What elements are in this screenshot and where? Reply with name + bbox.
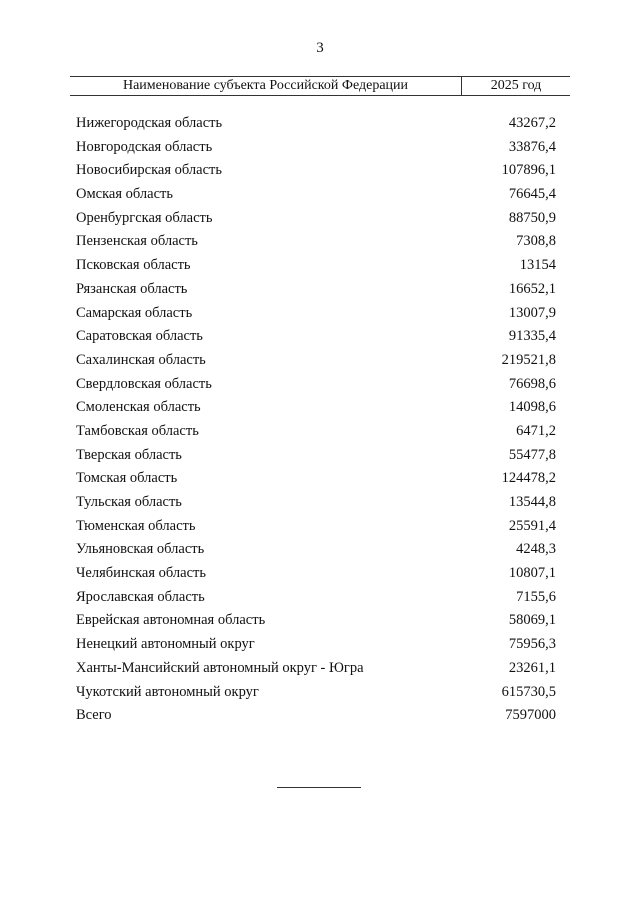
- region-name: Ненецкий автономный округ: [76, 636, 255, 653]
- table-body: [70, 112, 570, 728]
- region-value: 25591,4: [508, 517, 556, 534]
- end-divider: [277, 787, 361, 788]
- region-value: 91335,4: [508, 328, 556, 345]
- table-row: [70, 657, 570, 681]
- table-row: [70, 183, 570, 207]
- table-row: [70, 112, 570, 136]
- region-name: Новосибирская область: [76, 162, 222, 179]
- region-name: Псковская область: [76, 257, 191, 274]
- region-value: 58069,1: [508, 612, 556, 629]
- table-row: [70, 586, 570, 610]
- region-name: Чукотский автономный округ: [76, 683, 259, 700]
- region-name: Свердловская область: [76, 375, 212, 392]
- region-value: 13007,9: [508, 304, 556, 321]
- table-row: [70, 515, 570, 539]
- table-row: [70, 302, 570, 326]
- region-name: Тамбовская область: [76, 422, 199, 439]
- region-value: 6471,2: [516, 422, 556, 439]
- region-name: Пензенская область: [76, 233, 198, 250]
- region-value: 13544,8: [508, 494, 556, 510]
- header-region-name: Наименование субъекта Российской Федерации: [70, 77, 462, 95]
- table-row: [70, 278, 570, 302]
- table-row: [70, 491, 570, 515]
- region-name: Ярославская область: [76, 588, 205, 605]
- region-name: Томская область: [76, 470, 178, 487]
- region-name: Самарская область: [76, 304, 193, 321]
- table-row: [70, 444, 570, 468]
- region-name: Омская область: [76, 186, 173, 203]
- table-row: [70, 467, 570, 491]
- table-row: [70, 325, 570, 349]
- region-name: Рязанская область: [76, 280, 188, 297]
- table-row: [70, 159, 570, 183]
- table-row: [70, 609, 570, 633]
- region-value: 4248,3: [516, 541, 556, 558]
- region-value: 219521,8: [501, 351, 556, 368]
- region-value: 88750,9: [508, 209, 556, 226]
- region-value: 75956,3: [508, 636, 556, 653]
- allocation-table: [70, 76, 570, 728]
- region-name: Тверская область: [76, 446, 182, 463]
- region-name: Еврейская автономная область: [76, 612, 266, 629]
- region-value: 107896,1: [501, 162, 556, 179]
- region-name: Ханты-Мансийский автономный округ - Югра: [76, 659, 364, 676]
- region-name: Тюменская область: [76, 517, 196, 534]
- table-row: [70, 373, 570, 397]
- region-value: 7597000: [505, 707, 556, 724]
- table-row: [70, 420, 570, 444]
- table-row: [70, 633, 570, 657]
- table-row: [70, 396, 570, 420]
- region-name: Челябинская область: [76, 565, 206, 582]
- region-value: 55477,8: [508, 446, 556, 463]
- region-name: Смоленская область: [76, 399, 201, 416]
- region-value: 124478,2: [501, 470, 556, 487]
- region-value: 16652,1: [508, 280, 556, 297]
- table-header: [70, 76, 570, 96]
- header-year: 2025 год: [490, 78, 542, 93]
- region-value: 14098,6: [508, 399, 556, 416]
- table-row: [70, 349, 570, 373]
- region-value: 13154: [519, 257, 556, 274]
- region-name: Тульская область: [76, 494, 182, 510]
- page-number: 3: [316, 40, 324, 56]
- table-row: [70, 562, 570, 586]
- region-name: Нижегородская область: [76, 115, 223, 131]
- region-name: Новгородская область: [76, 138, 213, 155]
- table-row: [70, 681, 570, 705]
- region-value: 615730,5: [501, 683, 556, 700]
- region-name: Оренбургская область: [76, 209, 213, 226]
- table-row: [70, 207, 570, 231]
- region-value: 33876,4: [508, 138, 556, 155]
- region-value: 43267,2: [508, 115, 556, 131]
- region-value: 10807,1: [508, 565, 556, 582]
- region-value: 76698,6: [508, 375, 556, 392]
- table-row: [70, 704, 570, 728]
- region-name: Саратовская область: [76, 328, 203, 345]
- table-row: [70, 254, 570, 278]
- region-value: 7308,8: [516, 233, 556, 250]
- region-name: Всего: [76, 707, 112, 724]
- region-value: 76645,4: [508, 186, 556, 203]
- table-row: [70, 230, 570, 254]
- region-name: Сахалинская область: [76, 351, 206, 368]
- table-row: [70, 136, 570, 160]
- region-value: 23261,1: [508, 659, 556, 676]
- table-row: [70, 538, 570, 562]
- region-name: Ульяновская область: [76, 541, 205, 558]
- region-value: 7155,6: [516, 588, 556, 605]
